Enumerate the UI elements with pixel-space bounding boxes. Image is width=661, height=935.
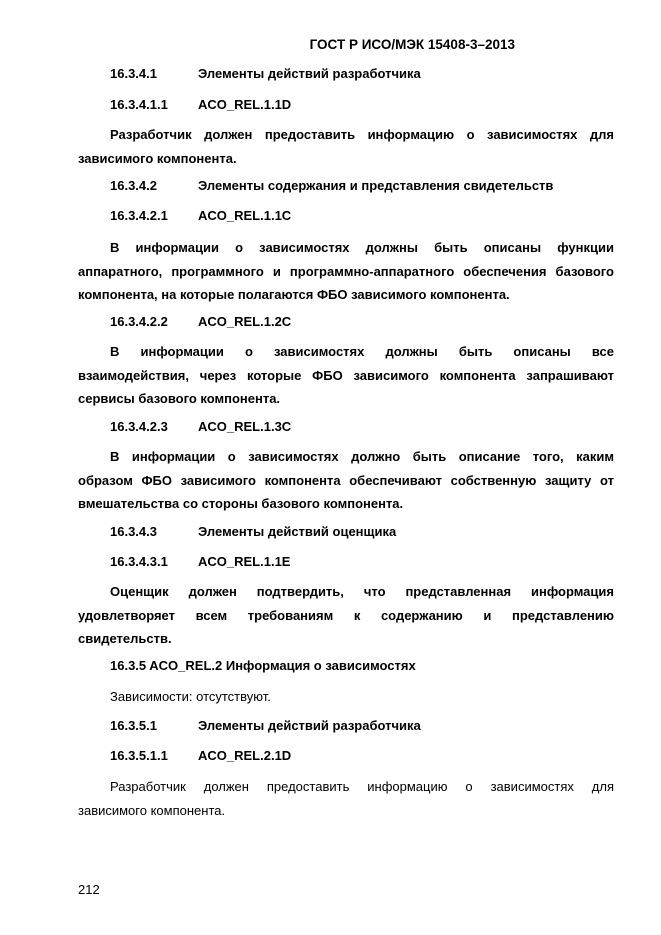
clause-number: 16.3.4.3.1 (110, 554, 168, 569)
document-header: ГОСТ Р ИСО/МЭК 15408-3–2013 (309, 37, 515, 52)
paragraph (78, 445, 614, 516)
clause-number: 16.3.4.2 (110, 178, 157, 193)
paragraph-line: Разработчик должен предоставить информацию о зависимостях для (110, 779, 614, 794)
clause-number: 16.3.5.1 (110, 718, 157, 733)
clause-heading (110, 208, 291, 223)
clause-title: Элементы содержания и представления свидетельств (198, 178, 554, 193)
clause-title: Элементы действий разработчика (198, 66, 421, 81)
paragraph-line: аппаратного, программного и программно-аппаратного обеспечения базового (78, 263, 614, 279)
clause-number: 16.3.4.1 (110, 66, 157, 81)
paragraph-line: удовлетворяет всем требованиям к содержанию и представлению (78, 607, 614, 623)
section-heading: 16.3.5 ACO_REL.2 Информация о зависимостях (110, 658, 416, 673)
clause-heading (110, 718, 421, 733)
paragraph (78, 340, 614, 411)
clause-title: Элементы действий оценщика (198, 524, 397, 539)
clause-title: ACO_REL.1.1C (198, 208, 292, 223)
paragraph-line: Оценщик должен подтвердить, что представленная информация (110, 584, 614, 599)
paragraph-line: свидетельств. (78, 631, 172, 646)
paragraph (78, 123, 614, 170)
clause-title: Элементы действий разработчика (198, 718, 421, 733)
clause-number: 16.3.4.1.1 (110, 97, 168, 112)
page-number: 212 (78, 882, 100, 897)
clause-heading (110, 748, 291, 763)
paragraph-line: вмешательства со стороны базового компонента. (78, 496, 404, 511)
paragraph-line: В информации о зависимостях должно быть описание того, каким (110, 449, 614, 464)
paragraph (78, 580, 614, 651)
clause-heading (110, 419, 291, 434)
paragraph (78, 775, 614, 822)
paragraph-line: Разработчик должен предоставить информацию о зависимостях для (110, 127, 614, 142)
paragraph-line: компонента, на которые полагаются ФБО зависимого компонента. (78, 287, 510, 302)
paragraph-line: зависимого компонента. (78, 150, 237, 166)
clause-title: ACO_REL.1.3C (198, 419, 292, 434)
clause-number: 16.3.4.2.1 (110, 208, 168, 223)
paragraph-line: В информации о зависимостях должны быть описаны все (110, 344, 614, 359)
clause-heading (110, 554, 290, 569)
dependencies-note: Зависимости: отсутствуют. (110, 689, 271, 704)
paragraph-line: сервисы базового компонента. (78, 391, 281, 406)
clause-heading (110, 66, 421, 81)
clause-number: 16.3.4.2.3 (110, 419, 168, 434)
clause-title: ACO_REL.1.2C (198, 314, 292, 329)
paragraph-line: образом ФБО зависимого компонента обеспечивают собственную защиту от (78, 472, 614, 488)
clause-heading (110, 524, 396, 539)
clause-heading (110, 178, 553, 193)
clause-title: ACO_REL.1.1D (198, 97, 292, 112)
clause-title: ACO_REL.1.1E (198, 554, 291, 569)
clause-heading (110, 97, 291, 112)
paragraph-line: зависимого компонента. (78, 802, 226, 818)
paragraph (78, 236, 614, 307)
clause-heading (110, 314, 291, 329)
paragraph-line: взаимодействия, через которые ФБО зависимого компонента запрашивают (78, 367, 614, 383)
clause-number: 16.3.4.2.2 (110, 314, 168, 329)
paragraph-line: В информации о зависимостях должны быть описаны функции (110, 240, 614, 255)
clause-number: 16.3.5.1.1 (110, 748, 168, 763)
clause-title: ACO_REL.2.1D (198, 748, 292, 763)
clause-number: 16.3.4.3 (110, 524, 157, 539)
